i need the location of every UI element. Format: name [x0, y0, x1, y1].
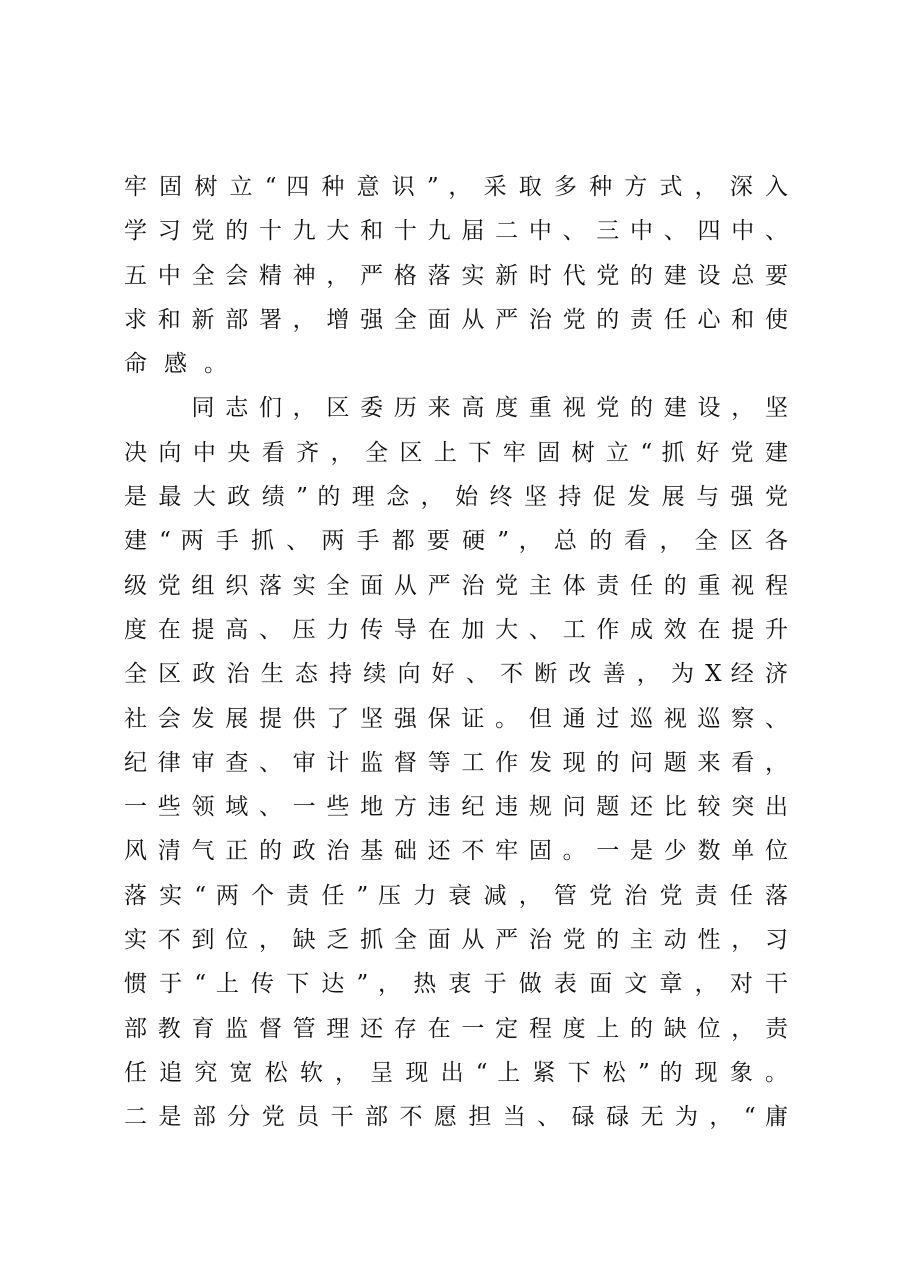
text-line: 命感。 — [124, 351, 244, 378]
body-text — [124, 165, 788, 1140]
text-line: 同 志 们 ， 区 委 历 来 高 度 重 视 党 的 建 设 ， 坚 — [124, 395, 788, 422]
text-line: 落 实 “ 两 个 责 任 ” 压 力 衰 减 ， 管 党 治 党 责 任 落 — [124, 882, 788, 909]
text-line: 实 不 到 位 ， 缺 乏 抓 全 面 从 严 治 党 的 主 动 性 ， 习 — [124, 927, 788, 954]
text-line: 二 是 部 分 党 员 干 部 不 愿 担 当 、 碌 碌 无 为 ， “ 庸 — [124, 1104, 788, 1131]
text-line: 建 “ 两 手 抓 、 两 手 都 要 硬 ” ， 总 的 看 ， 全 区 各 — [124, 528, 788, 555]
text-line: 部 教 育 监 督 管 理 还 存 在 一 定 程 度 上 的 缺 位 ， 责 — [124, 1015, 788, 1042]
text-line: 惯 于 “ 上 传 下 达 ” ， 热 衷 于 做 表 面 文 章 ， 对 干 — [124, 971, 788, 998]
text-line: 是 最 大 政 绩 ” 的 理 念 ， 始 终 坚 持 促 发 展 与 强 党 — [124, 484, 788, 511]
text-line: 全 区 政 治 生 态 持 续 向 好 、 不 断 改 善 ， 为 X 经 济 — [124, 661, 788, 688]
text-line: 纪 律 审 查 、 审 计 监 督 等 工 作 发 现 的 问 题 来 看 ， — [124, 749, 788, 776]
text-line: 社 会 发 展 提 供 了 坚 强 保 证 。 但 通 过 巡 视 巡 察 、 — [124, 705, 788, 732]
text-line: 学 习 党 的 十 九 大 和 十 九 届 二 中 、 三 中 、 四 中 、 — [124, 218, 788, 245]
text-line: 任 追 究 宽 松 软 ， 呈 现 出 “ 上 紧 下 松 ” 的 现 象 。 — [124, 1059, 788, 1086]
text-line: 决 向 中 央 看 齐 ， 全 区 上 下 牢 固 树 立 “ 抓 好 党 建 — [124, 439, 788, 466]
text-line: 求 和 新 部 署 ， 增 强 全 面 从 严 治 党 的 责 任 心 和 使 — [124, 306, 788, 333]
text-line: 风 清 气 正 的 政 治 基 础 还 不 牢 固 。 一 是 少 数 单 位 — [124, 838, 788, 865]
text-line: 五 中 全 会 精 神 ， 严 格 落 实 新 时 代 党 的 建 设 总 要 — [124, 262, 788, 289]
text-line: 度 在 提 高 、 压 力 传 导 在 加 大 、 工 作 成 效 在 提 升 — [124, 616, 788, 643]
text-line: 一 些 领 域 、 一 些 地 方 违 纪 违 规 问 题 还 比 较 突 出 — [124, 794, 788, 821]
text-line: 牢 固 树 立 “ 四 种 意 识 ” ， 采 取 多 种 方 式 ， 深 入 — [124, 174, 788, 200]
text-line: 级 党 组 织 落 实 全 面 从 严 治 党 主 体 责 任 的 重 视 程 — [124, 572, 788, 599]
